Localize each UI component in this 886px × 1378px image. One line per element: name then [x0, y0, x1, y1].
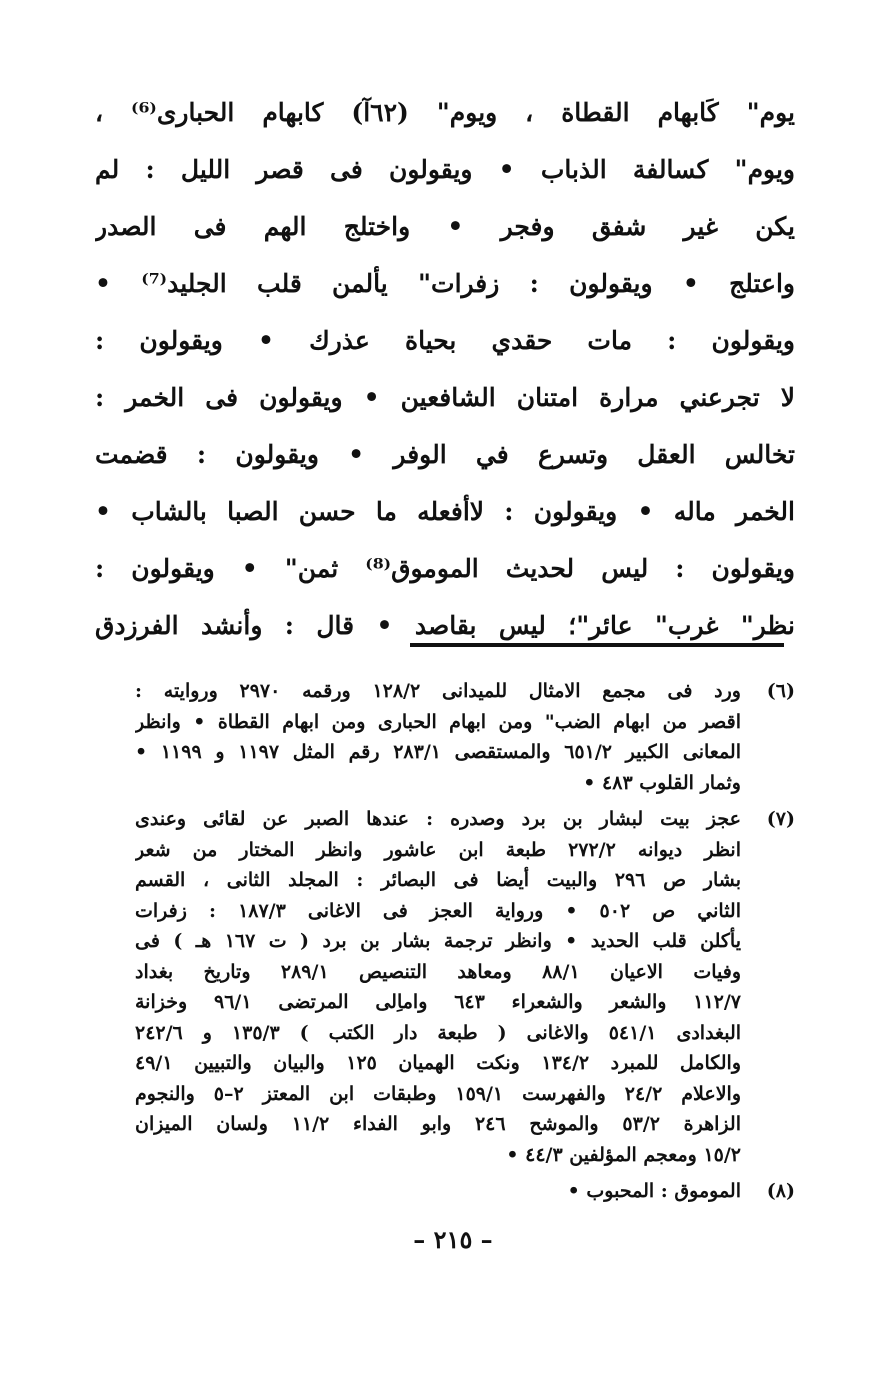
footnote-line: عجز بيت لبشار بن برد وصدره : عندها الصبر عن لقائى وعندى [135, 808, 741, 830]
footnote-line: الزاهرة ٥٣/٢ والموشح ٢٤٦ وابو الفداء ١١/٢ ولسان الميزان [135, 1113, 741, 1135]
main-text-line: تخالس العقل وتسرع في الوفر • ويقولون : قضمت [95, 440, 795, 469]
footnote-number: (٨) [766, 1180, 795, 1202]
footnote-line: انظر ديوانه ٢٧٢/٢ طبعة ابن عاشور وانظر المختار من شعر [135, 838, 741, 861]
main-text-line: ويوم" كسالفة الذباب • ويقولون فى قصر الليل : لم [95, 155, 795, 184]
footnote-line: ١٥/٢ ومعجم المؤلفين ٤٤/٣ • [506, 1143, 741, 1166]
footnote-line: وفيات الاعيان ٨٨/١ ومعاهد التنصيص ٢٨٩/١ وتاريخ بغداد [135, 960, 741, 983]
main-text-line: يكن غير شفق وفجر • واختلج الهم فى الصدر [95, 212, 795, 241]
main-text-line: واعتلج • ويقولون : زفرات" يألمن قلب الجليد⁽⁷⁾ • [95, 269, 795, 298]
footnote-line: والاعلام ٢٤/٢ والفهرست ١٥٩/١ وطبقات ابن المعتز ٢–٥ والنجوم [135, 1082, 741, 1105]
footnote-line: المعانى الكبير ٦٥١/٢ والمستقصى ٢٨٣/١ رقم المثل ١١٩٧ و ١١٩٩ • [135, 741, 741, 763]
footnote-6 [135, 676, 795, 798]
page-number: – ٢١٥ – [413, 1225, 493, 1254]
footnote-body [135, 1176, 741, 1207]
footnote-body [135, 676, 741, 798]
footnote-number: (٧) [766, 808, 795, 830]
footnote-line: الثاني ص ٥٠٢ • ورواية العجز فى الاغانى ١٨٧/٣ : زفرات [135, 899, 741, 922]
main-text-line: نظر" غرب" عائر"؛ ليس بقاصد • قال : وأنشد الفرزدق [95, 611, 795, 640]
footnotes-section [135, 676, 795, 1213]
footnote-8 [135, 1176, 795, 1207]
footnote-line: اقصر من ابهام الضب" ومن ابهام الحبارى ومن ابهام القطاة • وانظر [135, 710, 741, 733]
main-text-line: يوم" كَابهام القطاة ، ويوم" (٦٢آ) كابهام الحبارى⁽⁶⁾ ، [95, 98, 795, 127]
footnote-number: (٦) [766, 680, 795, 702]
footnote-7 [135, 804, 795, 1170]
footnote-line: والكامل للمبرد ١٣٤/٢ ونكت الهميان ١٢٥ والبيان والتبيين ٤٩/١ [135, 1052, 741, 1074]
main-text-line: لا تجرعني مرارة امتنان الشافعين • ويقولون فى الخمر : [95, 383, 795, 412]
footnote-line: وثمار القلوب ٤٨٣ • [583, 771, 741, 794]
main-text-line: ويقولون : ليس لحديث الموموق⁽⁸⁾ ثمن" • ويقولون : [95, 554, 795, 583]
main-text-line: الخمر ماله • ويقولون : لاأفعله ما حسن الصبا بالشاب • [95, 497, 795, 526]
footnote-line: ١١٢/٧ والشعر والشعراء ٦٤٣ واماِلى المرتضى ٩٦/١ وخزانة [135, 991, 741, 1013]
footnote-line: الموموق : المحبوب • [567, 1180, 741, 1202]
main-text-line: ويقولون : مات حقدي بحياة عذرك • ويقولون : [95, 326, 795, 355]
main-text-block [95, 84, 795, 654]
footnote-divider [410, 643, 784, 647]
footnote-line: البغدادى ٥٤١/١ والاغانى ( طبعة دار الكتب ) ١٣٥/٣ و ٢٤٢/٦ [135, 1021, 741, 1044]
footnote-line: بشار ص ٢٩٦ والبيت أيضا فى البصائر : المجلد الثانى ، القسم [135, 869, 741, 891]
footnote-body [135, 804, 741, 1170]
footnote-line: يأكلن قلب الحديد • وانظر ترجمة بشار بن برد ( ت ١٦٧ هـ ) فى [135, 930, 741, 952]
footnote-line: ورد فى مجمع الامثال للميدانى ١٢٨/٢ ورقمه ٢٩٧٠ وروايته : [135, 680, 741, 702]
